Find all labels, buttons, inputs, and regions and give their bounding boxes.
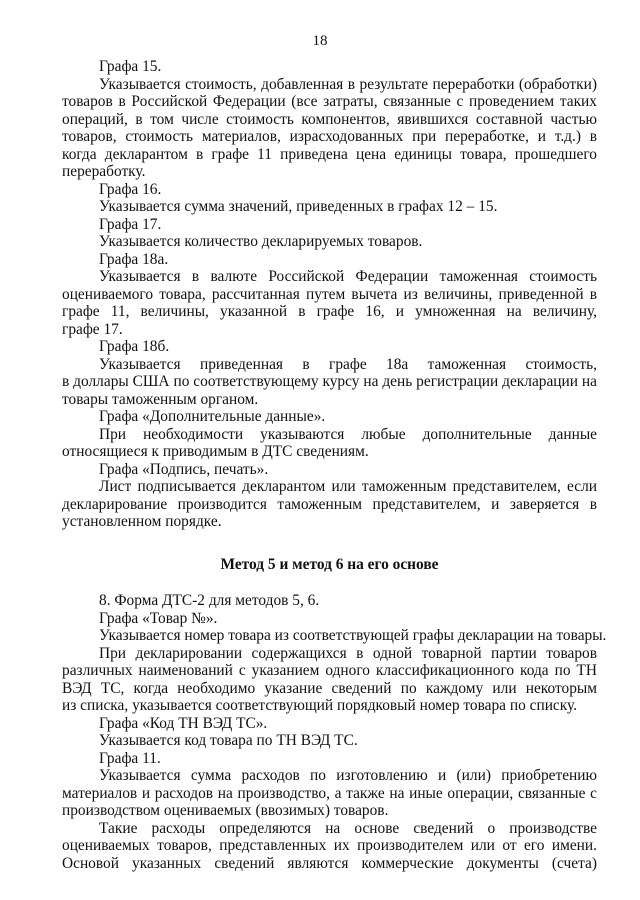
text-line: декларирование производится таможенным представителем, и заверяется в <box>62 495 597 513</box>
paragraph <box>62 767 597 820</box>
text-line: Указывается код товара по ТН ВЭД ТС. <box>99 732 358 749</box>
text-line: Графа «Дополнительные данные». <box>99 408 326 425</box>
text-line: Указывается сумма значений, приведенных в графах 12 – 15. <box>99 198 498 215</box>
text-line: ВЭД ТС, когда необходимо указание сведений по каждому или некоторым <box>62 679 597 697</box>
text-line: Лист подписывается декларантом или таможенным представителем, если <box>99 478 597 495</box>
text-line: При необходимости указываются любые дополнительные данные <box>99 425 597 443</box>
paragraph <box>62 461 597 479</box>
text-line: Указывается стоимость, добавленная в результате переработки (обработки) <box>99 75 597 93</box>
paragraph <box>62 198 597 216</box>
text-line: графе 11, величины, указанной в графе 16, и умноженная на величину, <box>62 303 597 320</box>
paragraph <box>62 338 597 356</box>
section-heading: Метод 5 и метод 6 на его основе <box>220 555 439 573</box>
text-line: Графа 16. <box>99 180 162 198</box>
paragraph <box>62 356 597 409</box>
text-line: материалов и расходов на производство, а также на иные операции, связанные с <box>62 784 597 802</box>
paragraph <box>62 592 597 610</box>
text-line: товары таможенным органом. <box>62 390 259 408</box>
text-line: Графа 15. <box>99 58 162 75</box>
text-line: Указывается номер товара из соответствующей графы декларации на товары. <box>99 627 607 644</box>
paragraph <box>62 610 597 628</box>
text-line: различных наименований с указанием одного классификационного кода по ТН <box>62 662 597 679</box>
text-line: товаров в Российской Федерации (все затраты, связанные с проведением таких <box>62 93 597 110</box>
text-line: При декларировании содержащихся в одной товарной партии товаров <box>99 644 597 662</box>
text-line: переработку. <box>62 163 146 180</box>
text-line: из списка, указывается соответствующий порядковый номер товара по списку. <box>62 697 578 714</box>
paragraph <box>62 76 597 181</box>
text-line: Указывается в валюте Российской Федерации таможенная стоимость <box>99 268 597 285</box>
text-line: Основой указанных сведений являются коммерческие документы (счета) <box>62 854 597 872</box>
paragraph <box>62 732 597 750</box>
paragraph <box>62 216 597 234</box>
paragraph <box>62 251 597 269</box>
paragraph <box>62 627 607 645</box>
paragraph <box>62 820 597 873</box>
text-line: оцениваемого товара, рассчитанная путем вычета из величины, приведенной в <box>62 285 597 303</box>
document-body <box>62 58 607 872</box>
text-line: Графа «Товар №». <box>99 609 218 627</box>
page-number: 18 <box>312 33 328 49</box>
paragraph <box>62 268 597 338</box>
text-line: Указывается приведенная в графе 18а таможенная стоимость, <box>99 355 597 373</box>
text-line: Графа «Подпись, печать». <box>99 460 269 478</box>
text-line: 8. Форма ДТС-2 для методов 5, 6. <box>99 592 320 609</box>
text-line: Графа 11. <box>99 749 161 767</box>
paragraph <box>62 233 597 251</box>
text-line: когда декларантом в графе 11 приведена цена единицы товара, прошедшего <box>62 145 597 163</box>
paragraph <box>62 715 597 733</box>
text-line: относящиеся к приводимым в ДТС сведениям. <box>62 443 369 460</box>
text-line: Графа 18б. <box>99 338 170 355</box>
paragraph <box>62 181 597 199</box>
text-line: Графа 17. <box>99 215 162 233</box>
text-line: установленном порядке. <box>62 513 222 530</box>
text-line: Графа «Код ТН ВЭД ТС». <box>99 714 268 732</box>
text-line: Графа 18а. <box>99 250 169 268</box>
paragraph <box>62 408 597 426</box>
text-line: производством оцениваемых (ввозимых) товаров. <box>62 802 389 819</box>
paragraph <box>62 426 597 461</box>
text-line: оцениваемых товаров, представленных их производителем или от его имени. <box>62 837 597 854</box>
text-line: Указывается сумма расходов по изготовлению и (или) приобретению <box>99 767 597 784</box>
text-line: в доллары США по соответствующему курсу на день регистрации декларации на <box>62 373 597 390</box>
paragraph <box>62 478 597 531</box>
text-line: графе 17. <box>62 320 123 338</box>
text-line: операций, в том числе стоимость компонентов, явившихся составной частью <box>62 110 597 128</box>
paragraph <box>62 58 597 76</box>
text-line: Указывается количество декларируемых товаров. <box>99 233 423 250</box>
text-line: товаров, стоимость материалов, израсходованных при переработке, и т.д.) в <box>62 128 597 145</box>
paragraph <box>62 645 597 715</box>
text-line: Такие расходы определяются на основе сведений о производстве <box>99 819 597 837</box>
paragraph <box>62 750 597 768</box>
